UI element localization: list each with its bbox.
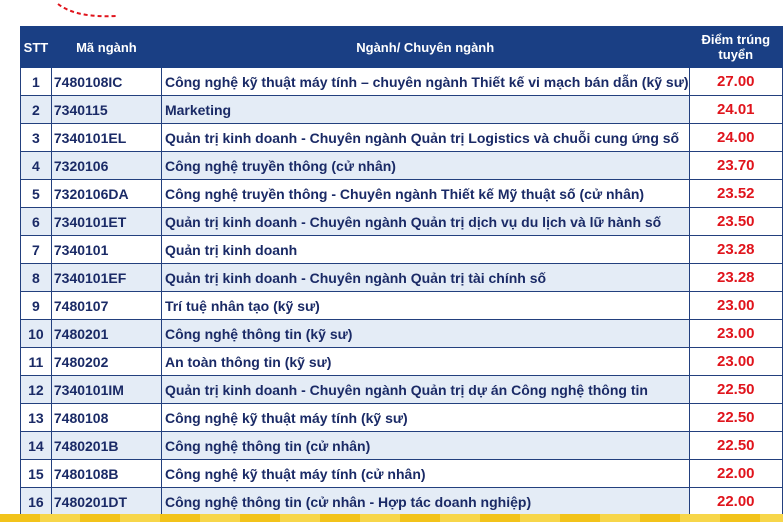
table-row — [21, 68, 783, 96]
table-row — [21, 432, 783, 460]
row-score: 23.28 — [689, 236, 782, 264]
row-code: 7480107 — [51, 292, 161, 320]
table-row — [21, 320, 783, 348]
table-row — [21, 292, 783, 320]
header-code: Mã ngành — [51, 27, 161, 68]
row-stt: 14 — [21, 432, 52, 460]
row-major: Marketing — [161, 96, 689, 124]
table-row — [21, 96, 783, 124]
table-row — [21, 124, 783, 152]
row-score: 23.52 — [689, 180, 782, 208]
row-major: Công nghệ truyền thông (cử nhân) — [161, 152, 689, 180]
row-stt: 1 — [21, 68, 52, 96]
row-code: 7340101EL — [51, 124, 161, 152]
row-stt: 11 — [21, 348, 52, 376]
table-row — [21, 264, 783, 292]
row-major: Quản trị kinh doanh — [161, 236, 689, 264]
table-row — [21, 460, 783, 488]
row-score: 23.00 — [689, 320, 782, 348]
row-major: Công nghệ truyền thông - Chuyên ngành Thiết kế Mỹ thuật số (cử nhân) — [161, 180, 689, 208]
row-score: 23.00 — [689, 292, 782, 320]
row-stt: 15 — [21, 460, 52, 488]
row-major: An toàn thông tin (kỹ sư) — [161, 348, 689, 376]
top-banner — [0, 0, 783, 28]
table-row — [21, 376, 783, 404]
row-stt: 4 — [21, 152, 52, 180]
row-stt: 8 — [21, 264, 52, 292]
row-code: 7340101 — [51, 236, 161, 264]
row-major: Công nghệ thông tin (kỹ sư) — [161, 320, 689, 348]
table-row — [21, 236, 783, 264]
table-row — [21, 348, 783, 376]
table-row — [21, 404, 783, 432]
header-stt: STT — [21, 27, 52, 68]
row-score: 24.00 — [689, 124, 782, 152]
table-header-row — [21, 27, 783, 68]
row-major: Công nghệ kỹ thuật máy tính (cử nhân) — [161, 460, 689, 488]
row-score: 23.28 — [689, 264, 782, 292]
row-stt: 16 — [21, 488, 52, 516]
row-score: 23.70 — [689, 152, 782, 180]
row-code: 7480202 — [51, 348, 161, 376]
row-score: 23.00 — [689, 348, 782, 376]
row-code: 7480108IC — [51, 68, 161, 96]
table-row — [21, 180, 783, 208]
row-score: 22.50 — [689, 376, 782, 404]
row-major: Quản trị kinh doanh - Chuyên ngành Quản trị tài chính số — [161, 264, 689, 292]
row-score: 27.00 — [689, 68, 782, 96]
row-code: 7480201 — [51, 320, 161, 348]
row-code: 7480108B — [51, 460, 161, 488]
header-score: Điểm trúng tuyển — [689, 27, 782, 68]
row-code: 7320106 — [51, 152, 161, 180]
decorative-curve-icon — [56, 0, 176, 20]
row-stt: 6 — [21, 208, 52, 236]
bottom-decorative-strip — [0, 514, 783, 522]
row-major: Công nghệ kỹ thuật máy tính (kỹ sư) — [161, 404, 689, 432]
row-stt: 2 — [21, 96, 52, 124]
row-major: Công nghệ thông tin (cử nhân) — [161, 432, 689, 460]
row-stt: 12 — [21, 376, 52, 404]
row-stt: 5 — [21, 180, 52, 208]
row-code: 7340101ET — [51, 208, 161, 236]
row-code: 7480201B — [51, 432, 161, 460]
row-major: Trí tuệ nhân tạo (kỹ sư) — [161, 292, 689, 320]
row-code: 7340101IM — [51, 376, 161, 404]
row-score: 22.00 — [689, 460, 782, 488]
row-code: 7320106DA — [51, 180, 161, 208]
table-row — [21, 488, 783, 516]
row-score: 22.50 — [689, 404, 782, 432]
row-major: Quản trị kinh doanh - Chuyên ngành Quản trị dịch vụ du lịch và lữ hành số — [161, 208, 689, 236]
row-score: 22.50 — [689, 432, 782, 460]
table-row — [21, 208, 783, 236]
row-code: 7480201DT — [51, 488, 161, 516]
row-stt: 10 — [21, 320, 52, 348]
row-score: 23.50 — [689, 208, 782, 236]
table-row — [21, 152, 783, 180]
header-major: Ngành/ Chuyên ngành — [161, 27, 689, 68]
row-code: 7340101EF — [51, 264, 161, 292]
row-code: 7340115 — [51, 96, 161, 124]
row-stt: 3 — [21, 124, 52, 152]
row-major: Quản trị kinh doanh - Chuyên ngành Quản trị dự án Công nghệ thông tin — [161, 376, 689, 404]
row-code: 7480108 — [51, 404, 161, 432]
row-stt: 9 — [21, 292, 52, 320]
row-stt: 13 — [21, 404, 52, 432]
row-stt: 7 — [21, 236, 52, 264]
row-major: Công nghệ thông tin (cử nhân - Hợp tác doanh nghiệp) — [161, 488, 689, 516]
row-score: 24.01 — [689, 96, 782, 124]
row-score: 22.00 — [689, 488, 782, 516]
row-major: Quản trị kinh doanh - Chuyên ngành Quản trị Logistics và chuỗi cung ứng số — [161, 124, 689, 152]
row-major: Công nghệ kỹ thuật máy tính – chuyên ngành Thiết kế vi mạch bán dẫn (kỹ sư) — [161, 68, 689, 96]
admission-scores-table — [20, 26, 783, 516]
